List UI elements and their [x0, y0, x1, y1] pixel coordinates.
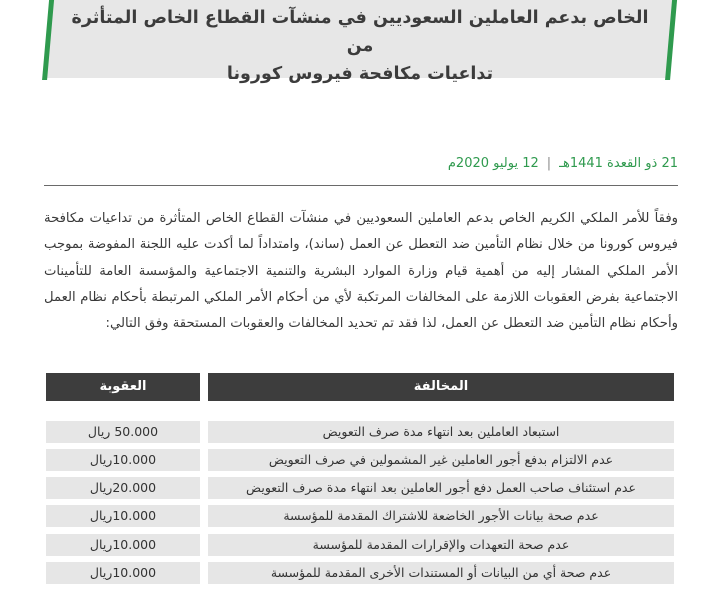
violation-cell: عدم صحة أي من البيانات أو المستندات الأخرى المقدمة للمؤسسة — [208, 562, 674, 584]
penalty-cell: 50.000 ريال — [46, 421, 200, 443]
banner-title-line1: الخاص بدعم العاملين السعوديين في منشآت القطاع الخاص المتأثرة من — [71, 8, 649, 56]
date-separator: | — [546, 156, 552, 171]
banner-title-line2: تداعيات مكافحة فيروس كورونا — [226, 64, 494, 84]
body-paragraph: وفقاً للأمر الملكي الكريم الخاص بدعم العاملين السعوديين في منشآت القطاع الخاص المتأثرة من تداعيات مكافحة فيروس كورونا من خلال نظام التأمين ضد التعطل عن العمل (ساند)، وامتداداً لما أكدت عليه اللجنة المفوضة بموجب الأمر الملكي المشار إليه من أهمية قيام وزارة الموارد البشرية والتنمية الاجتماعية والمؤسسة العامة للتأمينات الاجتماعية بفرض العقوبات اللازمة على المخالفات المرتكبة لأي من أحكام الأمر الملكي المرتبطة بأحكام نظام العمل وأحكام نظام التأمين ضد التعطل عن العمل، لذا فقد تم تحديد المخالفات والعقوبات المستحقة وفق التالي: — [44, 211, 678, 332]
penalty-cell: 10.000ريال — [46, 505, 200, 527]
violation-cell: عدم صحة بيانات الأجور الخاضعة للاشتراك المقدمة للمؤسسة — [208, 505, 674, 527]
divider — [44, 185, 678, 186]
violation-cell: عدم صحة التعهدات والإقرارات المقدمة للمؤسسة — [208, 534, 674, 556]
date-gregorian: 12 يوليو 2020م — [447, 156, 539, 171]
penalty-cell: 20.000ريال — [46, 477, 200, 499]
penalty-cell: 10.000ريال — [46, 562, 200, 584]
violation-cell: استبعاد العاملين بعد انتهاء مدة صرف التعويض — [208, 421, 674, 443]
date-hijri: 21 ذو القعدة 1441هـ — [559, 156, 678, 171]
penalty-cell: 10.000ريال — [46, 534, 200, 556]
violation-cell: عدم استئناف صاحب العمل دفع أجور العاملين بعد انتهاء مدة صرف التعويض — [208, 477, 674, 499]
header-violation: المخالفة — [208, 373, 674, 401]
header-penalty: العقوبة — [46, 373, 200, 401]
banner-title — [60, 4, 660, 88]
violation-cell: عدم الالتزام بدفع أجور العاملين غير المشمولين في صرف التعويض — [208, 449, 674, 471]
penalty-cell: 10.000ريال — [46, 449, 200, 471]
publication-date — [448, 156, 678, 171]
